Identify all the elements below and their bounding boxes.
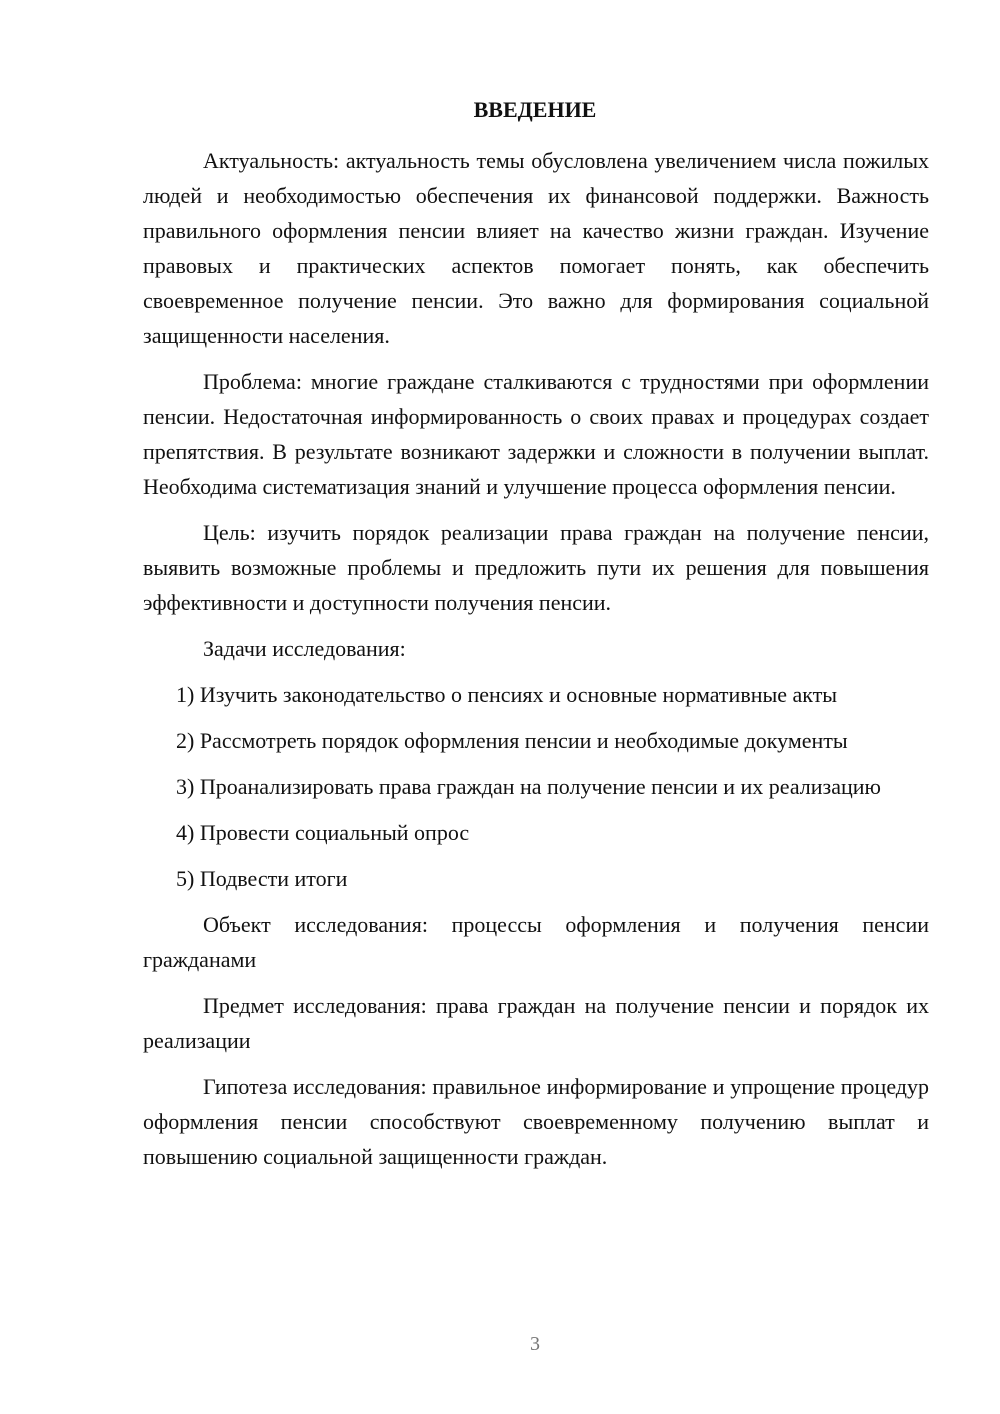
task-item-2: 2) Рассмотреть порядок оформления пенсии и необходимые документы (176, 728, 848, 753)
page-number: 3 (530, 1333, 540, 1355)
goal-paragraph: Цель: изучить порядок реализации права граждан на получение пенсии, выявить возможные проблемы и предложить пути их решения для повышения эффективности и доступности получения пенсии. (143, 520, 929, 615)
object-paragraph: Объект исследования: процессы оформления и получения пенсии гражданами (143, 912, 929, 972)
task-item-5: 5) Подвести итоги (176, 866, 348, 891)
task-item-4: 4) Провести социальный опрос (176, 820, 470, 845)
problem-paragraph: Проблема: многие граждане сталкиваются с трудностями при оформлении пенсии. Недостаточная информированность о своих правах и процедурах создает препятствия. В результате возникают задержки и сложности в получении выплат. Необходима систематизация знаний и улучшение процесса оформления пенсии. (143, 369, 929, 499)
hypothesis-paragraph: Гипотеза исследования: правильное информирование и упрощение процедур оформления пенсии способствуют своевременному получению выплат и повышению социальной защищенности граждан. (143, 1074, 929, 1169)
relevance-paragraph: Актуальность: актуальность темы обусловлена увеличением числа пожилых людей и необходимостью обеспечения их финансовой поддержки. Важность правильного оформления пенсии влияет на качество жизни граждан. Изучение правовых и практических аспектов помогает понять, как обеспечить своевременное получение пенсии. Это важно для формирования социальной защищенности населения. (143, 148, 929, 348)
tasks-heading: Задачи исследования: (203, 636, 406, 661)
subject-paragraph: Предмет исследования: права граждан на получение пенсии и порядок их реализации (143, 993, 929, 1053)
task-item-3: 3) Проанализировать права граждан на получение пенсии и их реализацию (176, 774, 881, 799)
page-title: ВВЕДЕНИЕ (473, 97, 597, 122)
document-body (143, 143, 929, 1185)
task-item-1: 1) Изучить законодательство о пенсиях и основные нормативные акты (176, 682, 838, 707)
